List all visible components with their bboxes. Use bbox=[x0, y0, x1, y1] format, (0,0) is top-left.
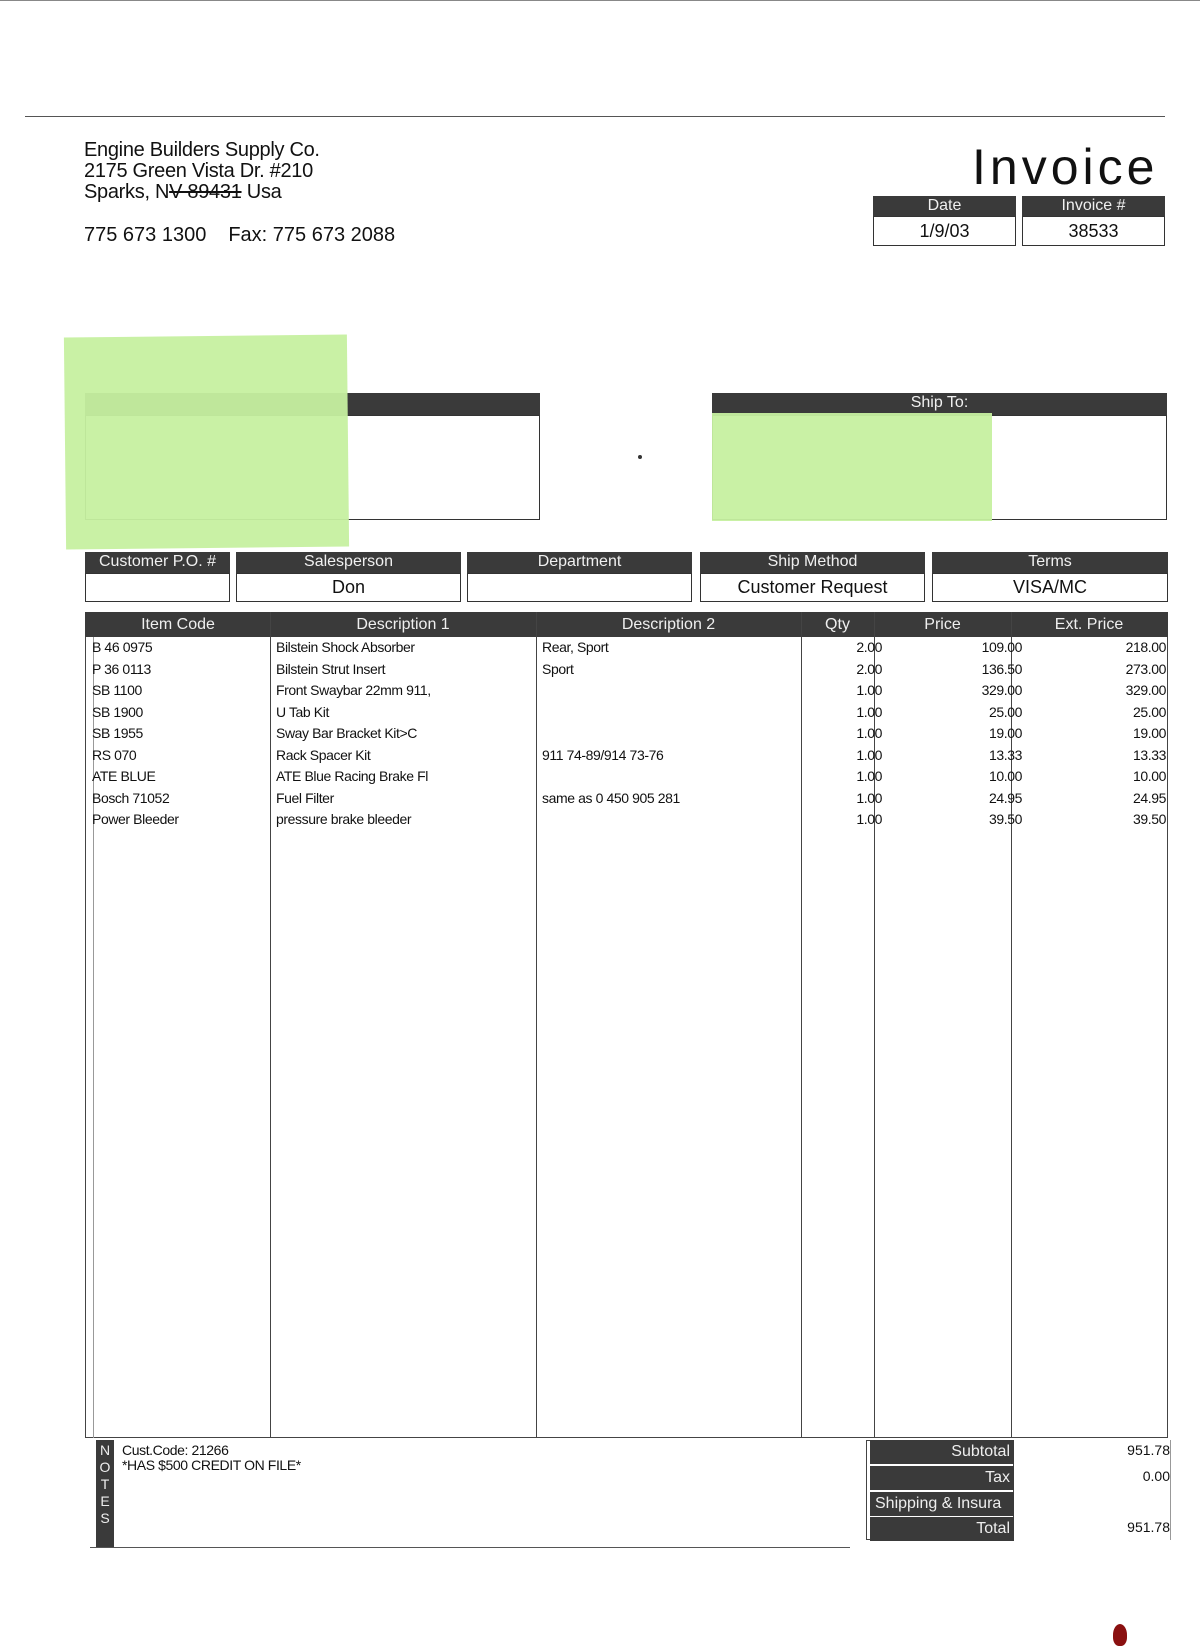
city-prefix: Sparks, N bbox=[84, 181, 170, 203]
notes-letter: T bbox=[100, 1476, 110, 1492]
table-row bbox=[92, 788, 1168, 810]
customer-po-value bbox=[85, 573, 230, 602]
cell-description-2: Rear, Sport bbox=[542, 639, 609, 655]
company-phone: 775 673 1300 bbox=[84, 224, 207, 246]
subtotal-label: Subtotal bbox=[870, 1440, 1014, 1464]
tax-value: 0.00 bbox=[1142, 1468, 1170, 1484]
cell-ext-price: 25.00 bbox=[1132, 703, 1166, 720]
company-country: Usa bbox=[246, 181, 282, 203]
notes-letter: E bbox=[100, 1493, 110, 1509]
ship-to-sticky-note bbox=[712, 413, 992, 521]
cell-price: 25.00 bbox=[988, 703, 1022, 720]
invoice-title: Invoice bbox=[972, 139, 1159, 195]
col-header-qty: Qty bbox=[825, 616, 850, 633]
company-city bbox=[84, 182, 320, 203]
col-header-ext-price: Ext. Price bbox=[1054, 616, 1124, 633]
customer-po-label: Customer P.O. # bbox=[85, 552, 230, 573]
scan-edge bbox=[0, 0, 1200, 1]
bill-to-sticky-note bbox=[64, 335, 349, 550]
cell-ext-price: 39.50 bbox=[1132, 811, 1166, 827]
cell-ext-price: 13.33 bbox=[1132, 746, 1166, 763]
date-label: Date bbox=[873, 196, 1016, 216]
cell-item-code: SB 1100 bbox=[92, 682, 142, 698]
cell-description-1: U Tab Kit bbox=[276, 703, 329, 720]
terms-value: VISA/MC bbox=[932, 573, 1168, 602]
cell-price: 24.95 bbox=[988, 789, 1022, 806]
table-row bbox=[92, 723, 1168, 745]
cell-price: 19.00 bbox=[988, 725, 1022, 741]
table-row bbox=[92, 766, 1168, 788]
company-phones bbox=[84, 224, 417, 247]
cell-ext-price: 273.00 bbox=[1125, 660, 1166, 677]
cell-description-1: Bilstein Strut Insert bbox=[276, 660, 386, 677]
struck-zip: V 89431 bbox=[169, 181, 242, 203]
invoice-number-label: Invoice # bbox=[1022, 196, 1165, 216]
cell-qty: 1.00 bbox=[856, 682, 882, 698]
company-name: Engine Builders Supply Co. bbox=[84, 139, 320, 161]
department-label: Department bbox=[467, 552, 692, 573]
cell-ext-price: 329.00 bbox=[1125, 682, 1166, 698]
table-row bbox=[92, 659, 1168, 681]
cell-item-code: B 46 0975 bbox=[92, 639, 153, 655]
cell-description-1: Bilstein Shock Absorber bbox=[276, 639, 415, 655]
cell-price: 109.00 bbox=[981, 639, 1022, 655]
col-header-description-1: Description 1 bbox=[356, 616, 450, 633]
table-row bbox=[92, 637, 1168, 659]
table-row bbox=[92, 702, 1168, 724]
company-fax: Fax: 775 673 2088 bbox=[228, 224, 396, 246]
subtotal-value: 951.78 bbox=[1127, 1442, 1170, 1458]
col-header-price: Price bbox=[924, 616, 961, 633]
cell-item-code: Bosch 71052 bbox=[92, 789, 170, 806]
speck bbox=[638, 455, 642, 459]
cell-description-2: same as 0 450 905 281 bbox=[542, 789, 680, 806]
cell-item-code: SB 1900 bbox=[92, 703, 143, 720]
notes-credit: *HAS $500 CREDIT ON FILE* bbox=[122, 1457, 301, 1473]
total-value: 951.78 bbox=[1127, 1519, 1170, 1535]
cell-ext-price: 24.95 bbox=[1132, 789, 1166, 806]
total-label: Total bbox=[870, 1517, 1014, 1541]
notes-letter: S bbox=[100, 1510, 110, 1526]
salesperson-value: Don bbox=[236, 573, 461, 602]
cell-price: 13.33 bbox=[988, 746, 1022, 763]
notes-label bbox=[96, 1440, 114, 1547]
cell-ext-price: 19.00 bbox=[1132, 725, 1166, 741]
cell-ext-price: 10.00 bbox=[1132, 768, 1166, 784]
notes-cust-code: Cust.Code: 21266 bbox=[122, 1442, 229, 1458]
department-value bbox=[467, 573, 692, 602]
cell-price: 136.50 bbox=[981, 660, 1022, 677]
notes-letter: O bbox=[99, 1459, 111, 1475]
notes-text bbox=[122, 1443, 301, 1473]
cell-item-code: P 36 0113 bbox=[92, 660, 151, 677]
tax-label: Tax bbox=[870, 1466, 1014, 1490]
table-row bbox=[92, 809, 1168, 831]
red-stain bbox=[1113, 1624, 1127, 1646]
salesperson-label: Salesperson bbox=[236, 552, 461, 573]
company-address bbox=[84, 140, 320, 203]
cell-qty: 1.00 bbox=[856, 789, 882, 806]
company-street: 2175 Green Vista Dr. #210 bbox=[84, 160, 313, 182]
date-value: 1/9/03 bbox=[873, 216, 1016, 246]
cell-description-1: ATE Blue Racing Brake Fl bbox=[276, 768, 428, 784]
cell-item-code: ATE BLUE bbox=[92, 768, 156, 784]
col-header-item-code: Item Code bbox=[141, 616, 215, 633]
cell-description-1: pressure brake bleeder bbox=[276, 811, 412, 827]
cell-description-2: Sport bbox=[542, 660, 574, 677]
cell-item-code: SB 1955 bbox=[92, 725, 143, 741]
header-rule bbox=[25, 116, 1165, 117]
ship-method-value: Customer Request bbox=[700, 573, 925, 602]
col-header-description-2: Description 2 bbox=[621, 616, 716, 633]
table-body bbox=[92, 637, 1168, 831]
ship-to-label: Ship To: bbox=[712, 393, 1167, 415]
notes-letter: N bbox=[99, 1442, 111, 1458]
cell-qty: 1.00 bbox=[856, 703, 882, 720]
table-row bbox=[92, 745, 1168, 767]
terms-label: Terms bbox=[932, 552, 1168, 573]
cell-description-1: Front Swaybar 22mm 911, bbox=[276, 682, 431, 698]
cell-item-code: Power Bleeder bbox=[92, 811, 179, 827]
cell-price: 10.00 bbox=[988, 768, 1022, 784]
cell-qty: 1.00 bbox=[856, 768, 882, 784]
cell-item-code: RS 070 bbox=[92, 746, 137, 763]
cell-description-2: 911 74-89/914 73-76 bbox=[542, 746, 664, 763]
ship-method-label: Ship Method bbox=[700, 552, 925, 573]
cell-price: 39.50 bbox=[988, 811, 1022, 827]
cell-qty: 2.00 bbox=[856, 660, 882, 677]
shipping-label: Shipping & Insura bbox=[870, 1492, 1014, 1516]
cell-ext-price: 218.00 bbox=[1125, 639, 1166, 655]
cell-description-1: Fuel Filter bbox=[276, 789, 334, 806]
cell-qty: 1.00 bbox=[856, 725, 882, 741]
cell-qty: 1.00 bbox=[856, 811, 882, 827]
invoice-number-value: 38533 bbox=[1022, 216, 1165, 246]
cell-description-1: Sway Bar Bracket Kit>C bbox=[276, 725, 417, 741]
table-row bbox=[92, 680, 1168, 702]
totals-edge bbox=[1170, 1440, 1171, 1540]
cell-price: 329.00 bbox=[981, 682, 1022, 698]
cell-qty: 2.00 bbox=[856, 639, 882, 655]
cell-description-1: Rack Spacer Kit bbox=[276, 746, 371, 763]
cell-qty: 1.00 bbox=[856, 746, 882, 763]
